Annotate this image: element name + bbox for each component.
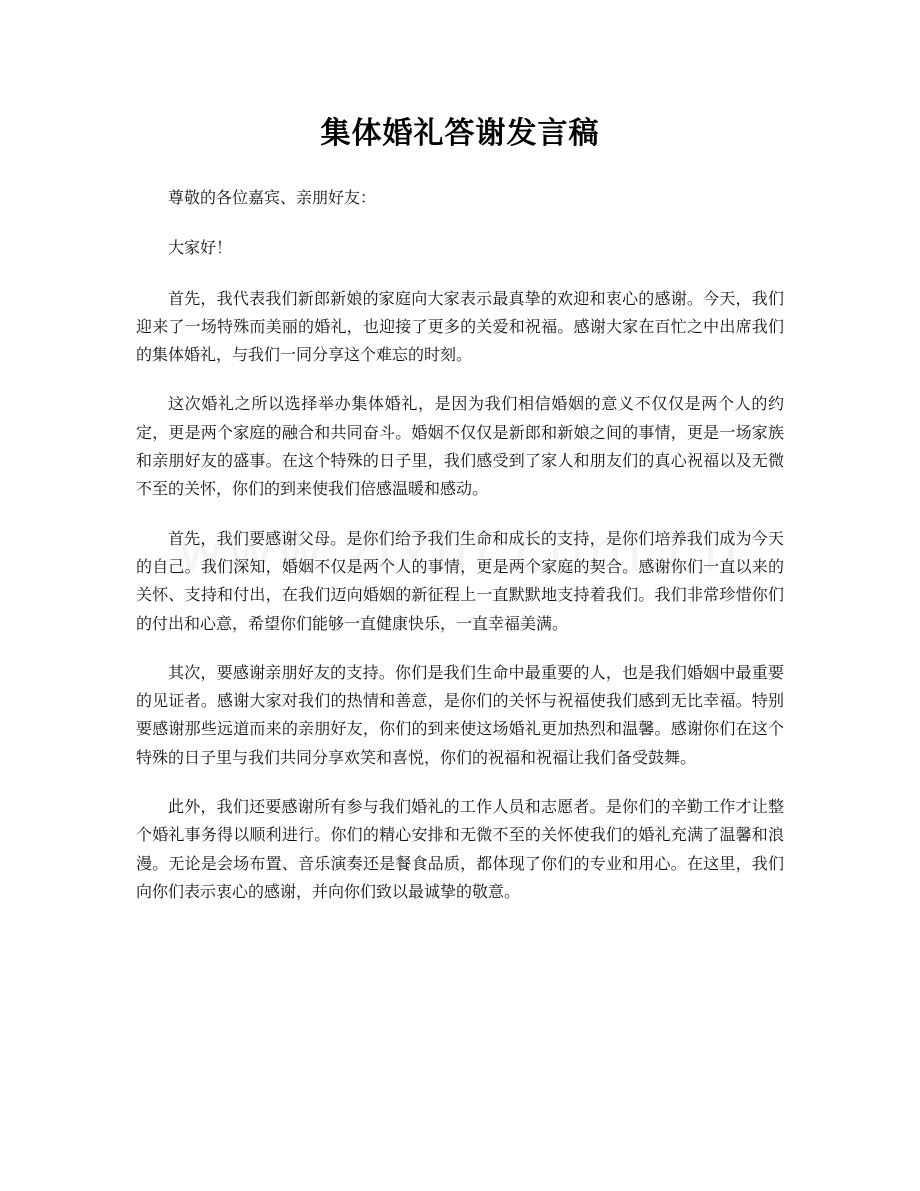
document-body <box>136 184 784 906</box>
body-paragraph-4: 其次，要感谢亲朋好友的支持。你们是我们生命中最重要的人，也是我们婚姻中最重要的见证者。感谢大家对我们的热情和善意，是你们的关怀与祝福使我们感到无比幸福。特别要感谢那些远道而来的亲朋好友，你们的到来使这场婚礼更加热烈和温馨。感谢你们在这个特殊的日子里与我们共同分享欢笑和喜悦，你们的祝福和祝福让我们备受鼓舞。 <box>136 662 784 767</box>
salutation-paragraph: 尊敬的各位嘉宾、亲朋好友： <box>168 188 377 207</box>
body-paragraph-3: 首先，我们要感谢父母。是你们给予我们生命和成长的支持，是你们培养我们成为今天的自己。我们深知，婚姻不仅是两个人的事情，更是两个家庭的契合。感谢你们一直以来的关怀、支持和付出，在我们迈向婚姻的新征程上一直默默地支持着我们。我们非常珍惜你们的付出和心意，希望你们能够一直健康快乐，一直幸福美满。 <box>136 528 784 633</box>
body-paragraph-2: 这次婚礼之所以选择举办集体婚礼，是因为我们相信婚姻的意义不仅仅是两个人的约定，更是两个家庭的融合和共同奋斗。婚姻不仅仅是新郎和新娘之间的事情，更是一场家族和亲朋好友的盛事。在这个特殊的日子里，我们感受到了家人和朋友们的真心祝福以及无微不至的关怀，你们的到来使我们倍感温暖和感动。 <box>136 394 784 499</box>
body-paragraph-5: 此外，我们还要感谢所有参与我们婚礼的工作人员和志愿者。是你们的辛勤工作才让整个婚礼事务得以顺利进行。你们的精心安排和无微不至的关怀使我们的婚礼充满了温馨和浪漫。无论是会场布置、音乐演奏还是餐食品质，都体现了你们的专业和用心。在这里，我们向你们表示衷心的感谢，并向你们致以最诚挚的敬意。 <box>136 797 784 901</box>
greeting-paragraph: 大家好！ <box>168 238 233 258</box>
body-paragraph-1: 首先，我代表我们新郎新娘的家庭向大家表示最真挚的欢迎和衷心的感谢。今天，我们迎来了一场特殊而美丽的婚礼，也迎接了更多的关爱和祝福。感谢大家在百忙之中出席我们的集体婚礼，与我们一同分享这个难忘的时刻。 <box>136 288 784 365</box>
document-title: 集体婚礼答谢发言稿 <box>320 116 600 151</box>
